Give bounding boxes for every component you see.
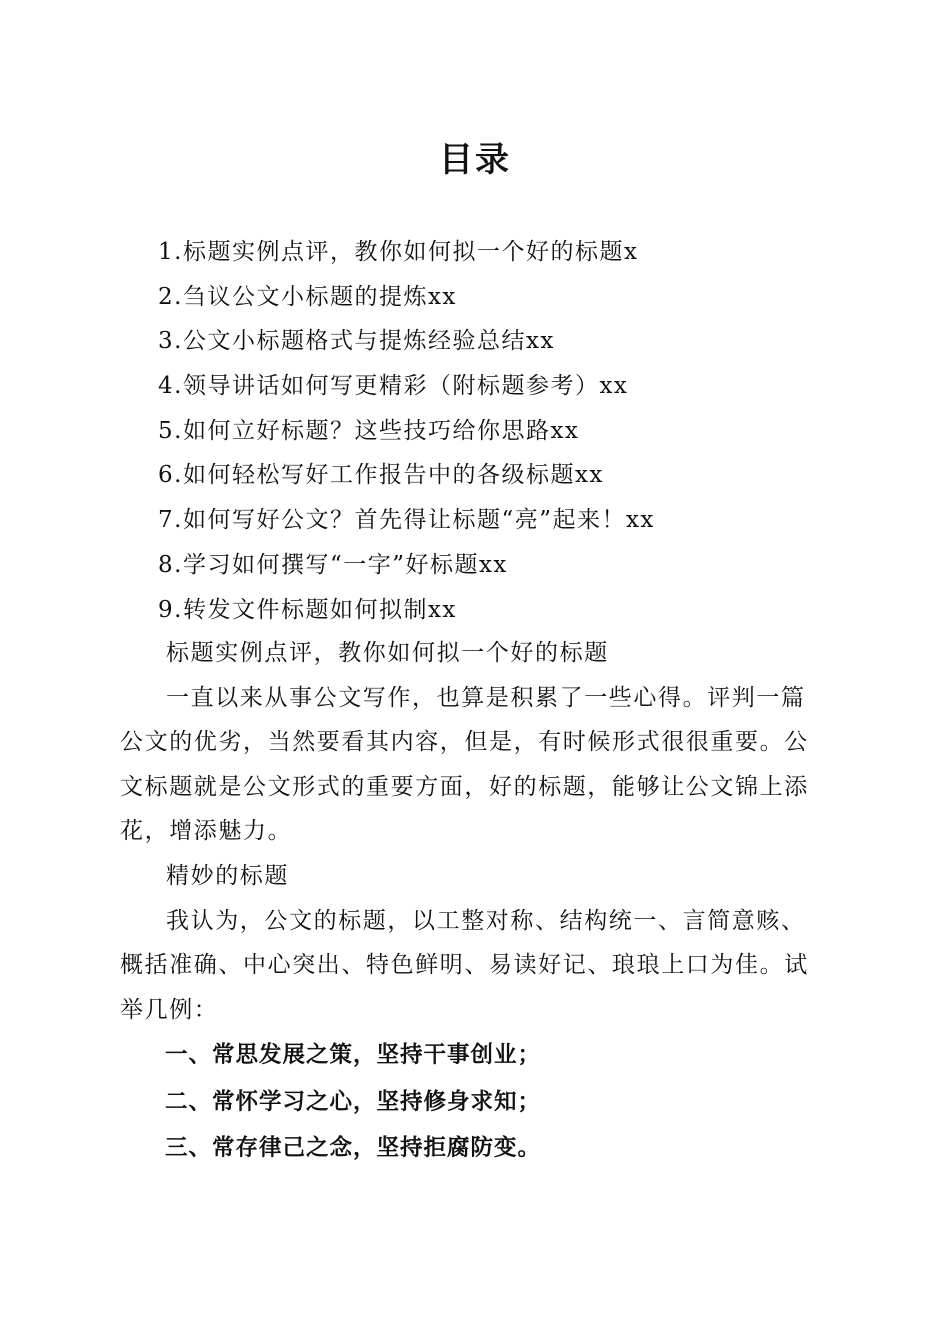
toc-item: 9.转发文件标题如何拟制xx	[158, 596, 457, 623]
toc-item: 4.领导讲话如何写更精彩（附标题参考）xx	[158, 373, 629, 400]
toc-item: 2.刍议公文小标题的提炼xx	[158, 283, 457, 310]
body-paragraph: 一直以来从事公文写作，也算是积累了一些心得。评判一篇公文的优劣，当然要看其内容，但是，有时候形式很很重要。公文标题就是公文形式的重要方面，好的标题，能够让公文锦上添花，增添魅力。	[120, 684, 809, 845]
body-paragraph: 我认为，公文的标题，以工整对称、结构统一、言简意赅、概括准确、中心突出、特色鲜明、易读好记、琅琅上口为佳。试举几例：	[120, 907, 809, 1023]
toc-item: 1.标题实例点评，教你如何拟一个好的标题x	[158, 239, 639, 265]
subheading: 精妙的标题	[166, 862, 289, 889]
example-heading: 三、常存律己之念，坚持拒腐防变。	[165, 1135, 542, 1162]
example-heading: 二、常怀学习之心，坚持修身求知；	[165, 1088, 542, 1115]
toc-item: 6.如何轻松写好工作报告中的各级标题xx	[158, 462, 604, 489]
toc-item: 7.如何写好公文？首先得让标题“亮”起来！xx	[158, 507, 655, 534]
table-of-contents	[158, 230, 655, 632]
section-heading: 标题实例点评，教你如何拟一个好的标题	[166, 640, 609, 666]
example-heading: 一、常思发展之策，坚持干事创业；	[165, 1042, 542, 1069]
toc-item: 5.如何立好标题？这些技巧给你思路xx	[158, 417, 580, 444]
toc-item: 3.公文小标题格式与提炼经验总结xx	[158, 328, 555, 355]
document-body	[120, 631, 828, 1172]
toc-item: 8.学习如何撰写“一字”好标题xx	[158, 551, 508, 578]
document-title: 目录	[439, 140, 511, 180]
